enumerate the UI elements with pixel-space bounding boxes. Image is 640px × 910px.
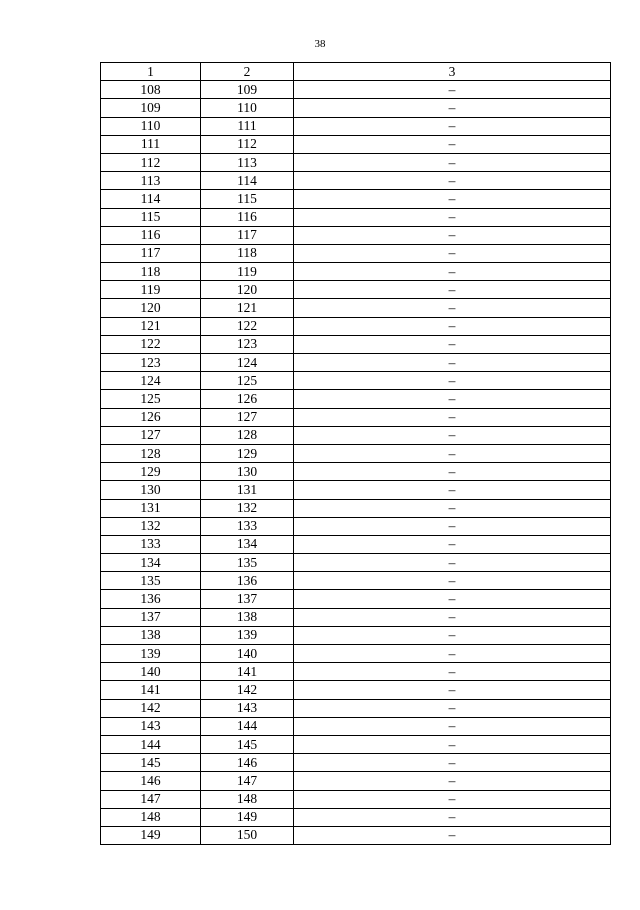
cell-col1: 121 [101, 317, 201, 335]
table-row [101, 372, 611, 390]
cell-col3: – [294, 735, 611, 753]
cell-col2: 147 [201, 772, 294, 790]
cell-col2: 148 [201, 790, 294, 808]
cell-col3: – [294, 517, 611, 535]
cell-col3: – [294, 808, 611, 826]
cell-col1: 147 [101, 790, 201, 808]
cell-col1: 139 [101, 645, 201, 663]
cell-col3: – [294, 754, 611, 772]
cell-col3: – [294, 645, 611, 663]
cell-col3: – [294, 354, 611, 372]
cell-col3: – [294, 608, 611, 626]
table-row [101, 772, 611, 790]
cell-col2: 120 [201, 281, 294, 299]
cell-col2: 110 [201, 99, 294, 117]
table-row [101, 717, 611, 735]
cell-col1: 132 [101, 517, 201, 535]
cell-col2: 124 [201, 354, 294, 372]
cell-col2: 136 [201, 572, 294, 590]
cell-col3: – [294, 335, 611, 353]
cell-col1: 125 [101, 390, 201, 408]
cell-col1: 149 [101, 826, 201, 844]
cell-col2: 118 [201, 244, 294, 262]
cell-col1: 113 [101, 172, 201, 190]
cell-col3: – [294, 699, 611, 717]
table-row [101, 735, 611, 753]
cell-col2: 115 [201, 190, 294, 208]
cell-col3: – [294, 554, 611, 572]
cell-col3: – [294, 372, 611, 390]
cell-col2: 149 [201, 808, 294, 826]
cell-col3: – [294, 408, 611, 426]
table-row [101, 645, 611, 663]
cell-col3: – [294, 626, 611, 644]
cell-col2: 119 [201, 263, 294, 281]
cell-col3: – [294, 426, 611, 444]
cell-col2: 145 [201, 735, 294, 753]
cell-col2: 139 [201, 626, 294, 644]
table-row [101, 299, 611, 317]
cell-col2: 144 [201, 717, 294, 735]
table-row [101, 535, 611, 553]
cell-col1: 109 [101, 99, 201, 117]
cell-col2: 143 [201, 699, 294, 717]
cell-col1: 115 [101, 208, 201, 226]
table-row [101, 790, 611, 808]
table-row [101, 608, 611, 626]
cell-col2: 128 [201, 426, 294, 444]
cell-col1: 111 [101, 135, 201, 153]
cell-col1: 143 [101, 717, 201, 735]
table-row [101, 153, 611, 171]
cell-col2: 109 [201, 81, 294, 99]
table-row [101, 408, 611, 426]
table-row [101, 554, 611, 572]
cell-col2: 112 [201, 135, 294, 153]
cell-col1: 117 [101, 244, 201, 262]
cell-col3: – [294, 281, 611, 299]
cell-col3: – [294, 135, 611, 153]
cell-col1: 116 [101, 226, 201, 244]
column-header-1: 1 [101, 63, 201, 81]
cell-col2: 122 [201, 317, 294, 335]
cell-col1: 140 [101, 663, 201, 681]
cell-col3: – [294, 826, 611, 844]
table-body [101, 81, 611, 845]
cell-col1: 108 [101, 81, 201, 99]
cell-col2: 140 [201, 645, 294, 663]
cell-col3: – [294, 190, 611, 208]
cell-col2: 137 [201, 590, 294, 608]
cell-col2: 150 [201, 826, 294, 844]
table-row [101, 463, 611, 481]
cell-col3: – [294, 263, 611, 281]
cell-col1: 141 [101, 681, 201, 699]
page-number: 38 [314, 38, 326, 50]
cell-col1: 137 [101, 608, 201, 626]
cell-col2: 116 [201, 208, 294, 226]
table-row [101, 517, 611, 535]
cell-col1: 112 [101, 153, 201, 171]
cell-col1: 146 [101, 772, 201, 790]
cell-col3: – [294, 717, 611, 735]
cell-col1: 134 [101, 554, 201, 572]
cell-col1: 130 [101, 481, 201, 499]
cell-col1: 124 [101, 372, 201, 390]
cell-col3: – [294, 772, 611, 790]
table-row [101, 244, 611, 262]
table-row [101, 354, 611, 372]
cell-col2: 129 [201, 444, 294, 462]
cell-col2: 126 [201, 390, 294, 408]
cell-col3: – [294, 208, 611, 226]
cell-col3: – [294, 663, 611, 681]
cell-col2: 114 [201, 172, 294, 190]
table-row [101, 499, 611, 517]
cell-col1: 138 [101, 626, 201, 644]
cell-col3: – [294, 590, 611, 608]
cell-col1: 145 [101, 754, 201, 772]
cell-col2: 134 [201, 535, 294, 553]
cell-col2: 111 [201, 117, 294, 135]
table-row [101, 572, 611, 590]
cell-col3: – [294, 681, 611, 699]
cell-col1: 133 [101, 535, 201, 553]
table-row [101, 390, 611, 408]
table-row [101, 481, 611, 499]
cell-col3: – [294, 244, 611, 262]
table-header-row [101, 63, 611, 81]
table-row [101, 117, 611, 135]
cell-col3: – [294, 299, 611, 317]
cell-col3: – [294, 535, 611, 553]
table-row [101, 226, 611, 244]
cell-col1: 127 [101, 426, 201, 444]
cell-col1: 114 [101, 190, 201, 208]
cell-col2: 135 [201, 554, 294, 572]
table-row [101, 190, 611, 208]
cell-col3: – [294, 499, 611, 517]
cell-col3: – [294, 153, 611, 171]
cell-col1: 122 [101, 335, 201, 353]
cell-col1: 135 [101, 572, 201, 590]
cell-col2: 113 [201, 153, 294, 171]
cell-col1: 131 [101, 499, 201, 517]
cell-col2: 121 [201, 299, 294, 317]
cell-col2: 127 [201, 408, 294, 426]
table-row [101, 172, 611, 190]
column-header-2: 2 [201, 63, 294, 81]
column-header-3: 3 [294, 63, 611, 81]
table-row [101, 263, 611, 281]
table-row [101, 135, 611, 153]
cell-col2: 131 [201, 481, 294, 499]
table-row [101, 444, 611, 462]
cell-col1: 119 [101, 281, 201, 299]
cell-col2: 146 [201, 754, 294, 772]
cell-col3: – [294, 117, 611, 135]
table-row [101, 626, 611, 644]
cell-col2: 123 [201, 335, 294, 353]
cell-col3: – [294, 172, 611, 190]
cell-col1: 110 [101, 117, 201, 135]
cell-col2: 133 [201, 517, 294, 535]
cell-col3: – [294, 81, 611, 99]
table-row [101, 808, 611, 826]
cell-col1: 142 [101, 699, 201, 717]
cell-col1: 123 [101, 354, 201, 372]
cell-col2: 117 [201, 226, 294, 244]
table-row [101, 281, 611, 299]
table-row [101, 754, 611, 772]
cell-col3: – [294, 572, 611, 590]
table-row [101, 826, 611, 844]
cell-col2: 138 [201, 608, 294, 626]
data-table [100, 62, 611, 845]
table-row [101, 81, 611, 99]
table-row [101, 699, 611, 717]
cell-col1: 118 [101, 263, 201, 281]
cell-col3: – [294, 390, 611, 408]
table-row [101, 208, 611, 226]
cell-col1: 148 [101, 808, 201, 826]
table-row [101, 681, 611, 699]
table-row [101, 426, 611, 444]
table-row [101, 335, 611, 353]
cell-col3: – [294, 444, 611, 462]
cell-col3: – [294, 99, 611, 117]
cell-col3: – [294, 790, 611, 808]
table-row [101, 99, 611, 117]
table-row [101, 663, 611, 681]
table-row [101, 317, 611, 335]
cell-col1: 144 [101, 735, 201, 753]
cell-col1: 128 [101, 444, 201, 462]
cell-col1: 126 [101, 408, 201, 426]
cell-col3: – [294, 317, 611, 335]
cell-col1: 120 [101, 299, 201, 317]
cell-col3: – [294, 226, 611, 244]
cell-col1: 136 [101, 590, 201, 608]
table-row [101, 590, 611, 608]
cell-col2: 141 [201, 663, 294, 681]
cell-col2: 125 [201, 372, 294, 390]
cell-col2: 142 [201, 681, 294, 699]
cell-col2: 130 [201, 463, 294, 481]
cell-col2: 132 [201, 499, 294, 517]
cell-col1: 129 [101, 463, 201, 481]
cell-col3: – [294, 463, 611, 481]
cell-col3: – [294, 481, 611, 499]
